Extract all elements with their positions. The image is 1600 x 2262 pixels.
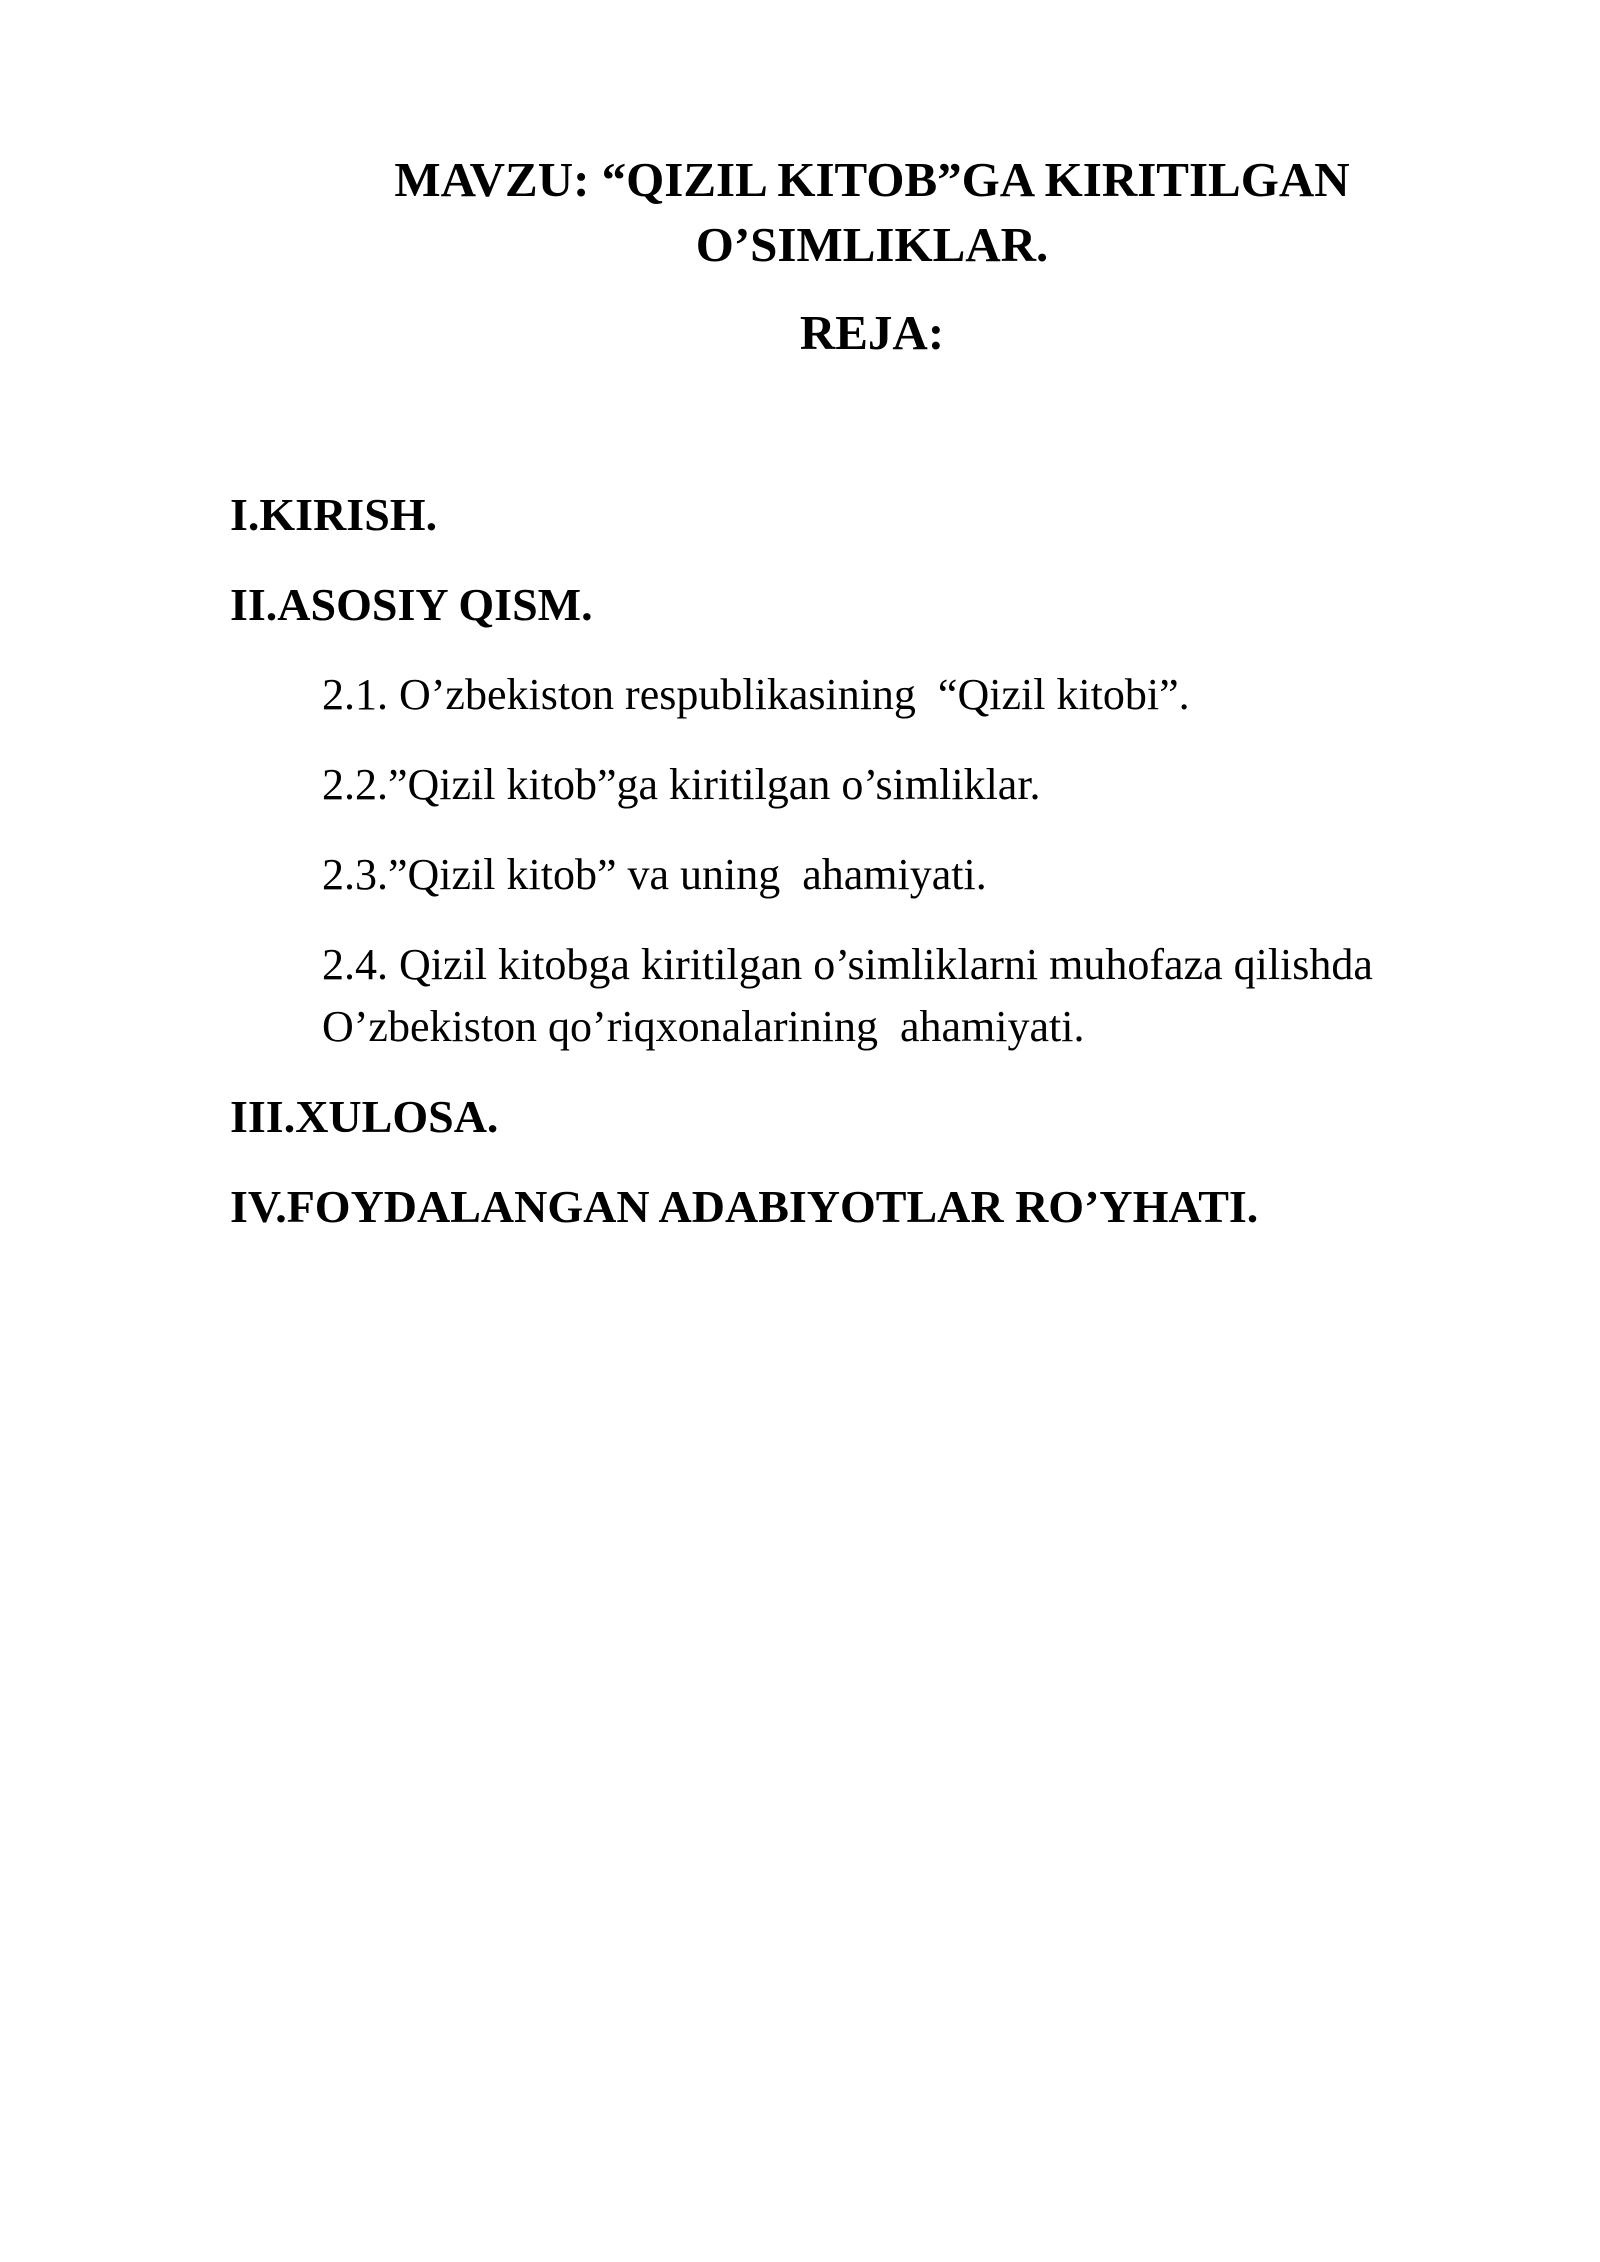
- outline-section-adabiyotlar: IV.FOYDALANGAN ADABIYOTLAR RO’YHATI.: [230, 1181, 1259, 1232]
- title-line-1: MAVZU: “QIZIL KITOB”GA KIRITILGAN: [394, 152, 1350, 207]
- title-line-2: O’SIMLIKLAR.: [695, 217, 1049, 272]
- outline-item-2-4-line-2: O’zbekiston qo’riqxonalarining ahamiyati.: [322, 1002, 1085, 1051]
- outline-item-2-3: 2.3.”Qizil kitob” va uning ahamiyati.: [322, 850, 987, 899]
- plan-heading: REJA:: [799, 305, 945, 360]
- outline-item-2-1: 2.1. O’zbekiston respublikasining “Qizil kitobi”.: [322, 670, 1190, 719]
- document-title: [302, 147, 1442, 277]
- outline-item-2-2: 2.2.”Qizil kitob”ga kiritilgan o’simliklar.: [322, 760, 1041, 809]
- outline-section-kirish: I.KIRISH.: [230, 489, 438, 540]
- outline-item-2-4: [322, 934, 1373, 1058]
- outline-list: [230, 484, 1373, 1238]
- outline-section-xulosa: III.XULOSA.: [230, 1091, 499, 1142]
- outline-section-asosiy-qism: II.ASOSIY QISM.: [230, 579, 593, 630]
- outline-item-2-4-line-1: 2.4. Qizil kitobga kiritilgan o’simliklarni muhofaza qilishda: [322, 940, 1373, 989]
